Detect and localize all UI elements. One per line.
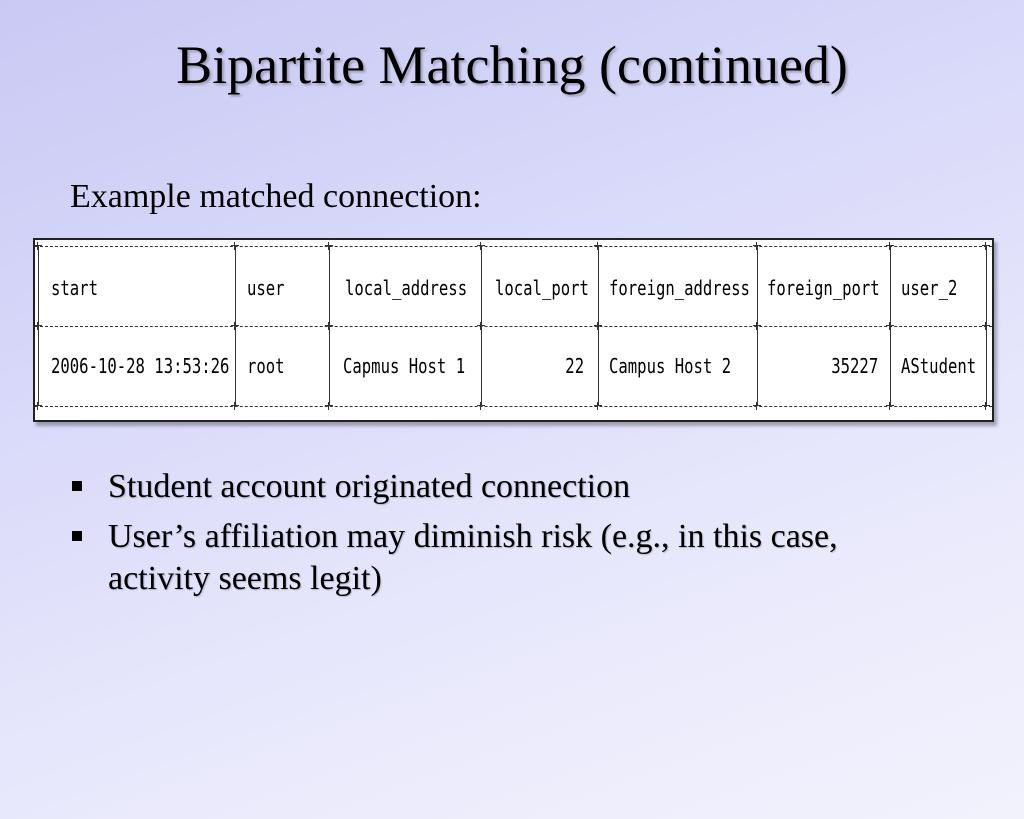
corner-plus: [982, 402, 990, 410]
table-border-top: [35, 246, 992, 247]
corner-plus: [325, 402, 333, 410]
corner-plus: [886, 242, 894, 250]
table-border-bottom: [35, 406, 992, 407]
subheading: Example matched connection:: [70, 178, 482, 215]
square-bullet-icon: [72, 481, 82, 491]
table-cell-start: 2006-10-28 13:53:26: [51, 354, 230, 378]
bullet-list: [72, 466, 932, 608]
corner-plus: [753, 402, 761, 410]
corner-plus: [982, 322, 990, 330]
table-cell-foreign-port: 35227: [831, 354, 878, 378]
corner-plus: [886, 322, 894, 330]
corner-plus: [753, 242, 761, 250]
corner-plus: [34, 402, 42, 410]
bullet-text: User’s affiliation may diminish risk (e.g., in this case, activity seems legit): [108, 518, 838, 597]
corner-plus: [231, 242, 239, 250]
corner-plus: [477, 402, 485, 410]
bullet-item: [72, 516, 932, 600]
corner-plus: [753, 322, 761, 330]
column-header-local-port: local_port: [495, 276, 589, 300]
corner-plus: [477, 322, 485, 330]
corner-plus: [594, 242, 602, 250]
corner-plus: [231, 322, 239, 330]
column-header-foreign-address: foreign_address: [609, 276, 750, 300]
table-cell-user: root: [247, 354, 285, 378]
connection-table: [33, 238, 994, 422]
corner-plus: [982, 242, 990, 250]
corner-plus: [594, 322, 602, 330]
column-header-user: user: [247, 276, 285, 300]
corner-plus: [886, 402, 894, 410]
slide-title: Bipartite Matching (continued): [176, 35, 848, 95]
corner-plus: [34, 242, 42, 250]
column-header-foreign-port: foreign_port: [767, 276, 880, 300]
corner-plus: [34, 322, 42, 330]
table-cell-local-port: 22: [565, 354, 584, 378]
corner-plus: [231, 402, 239, 410]
corner-plus: [325, 242, 333, 250]
table-cell-foreign-address: Campus Host 2: [609, 354, 732, 378]
bullet-item: [72, 466, 932, 508]
table-cell-user-2: AStudent: [901, 354, 977, 378]
square-bullet-icon: [72, 531, 82, 541]
column-header-user-2: user_2: [901, 276, 958, 300]
column-header-local-address: local_address: [345, 276, 468, 300]
table-header-separator: [35, 326, 992, 327]
corner-plus: [325, 322, 333, 330]
corner-plus: [477, 242, 485, 250]
column-header-start: start: [51, 276, 98, 300]
corner-plus: [594, 402, 602, 410]
bullet-text: Student account originated connection: [108, 468, 631, 505]
table-cell-local-address: Capmus Host 1: [343, 354, 466, 378]
